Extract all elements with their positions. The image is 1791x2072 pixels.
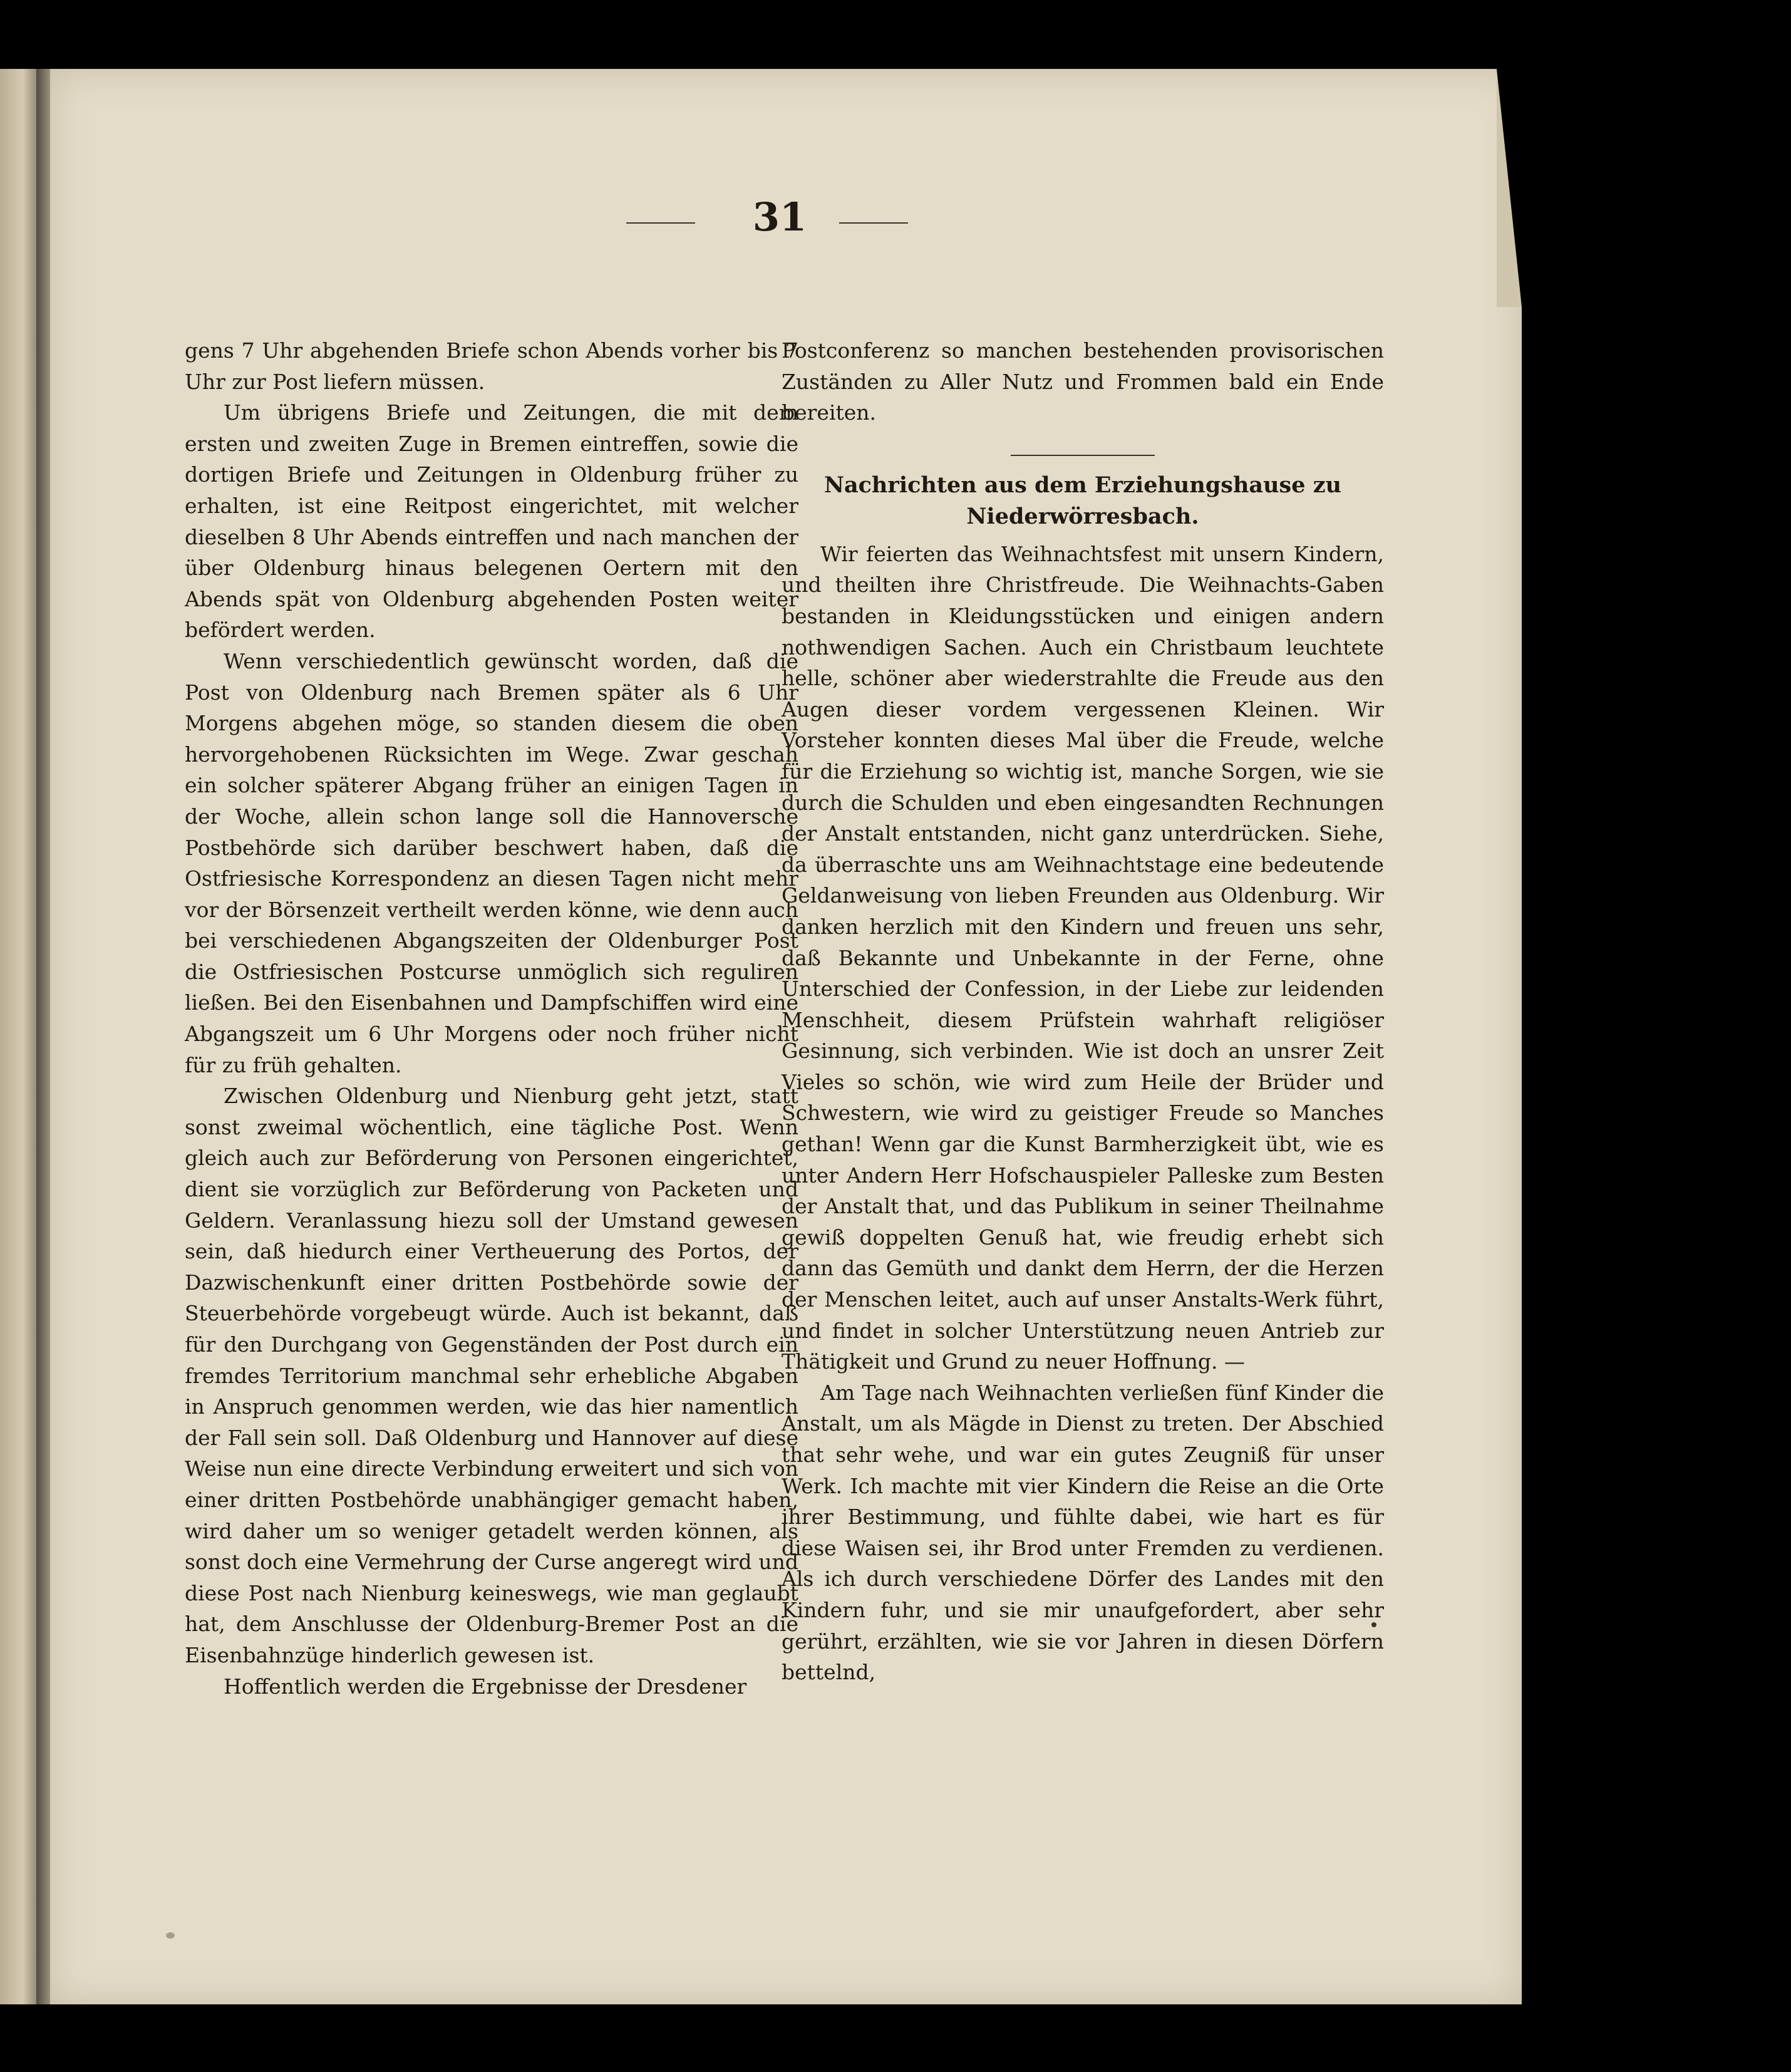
continuation-paragraph: Postconferenz so manchen bestehenden provisorischen Zuständen zu Aller Nutz und Frommen bald ein Ende bereiten. bbox=[782, 338, 1384, 425]
paper-stain bbox=[166, 1932, 175, 1939]
left-paragraph: Zwischen Oldenburg und Nienburg geht jetzt, statt sonst zweimal wöchentlich, eine tägliche Post. Wenn gleich auch zur Beförderung von Personen eingerichtet, dient sie vorzüglich zur Beförderung von Packeten und Geldern. Veranlassung hiezu soll der Umstand gewesen sein, daß hiedurch einer Vertheuerung des Portos, der Dazwischenkunft einer dritten Postbehörde sowie der Steuerbehörde vorgebeugt würde. Auch ist bekannt, daß für den Durchgang von Gegenständen der Post durch ein fremdes Territorium manchmal sehr erhebliche Abgaben in Anspruch genommen werden, wie das hier namentlich der Fall sein soll. Daß Oldenburg und Hannover auf diese Weise nun eine directe Verbindung erweitert und sich von einer dritten Postbehörde unabhängiger gemacht haben, wird daher um so weniger getadelt werden können, als sonst doch eine Vermehrung der Curse angeregt wird und diese Post nach Nienburg keineswegs, wie man geglaubt hat, dem Anschlusse der Oldenburg-Bremer Post an die Eisenbahnzüge hinderlich gewesen ist. bbox=[185, 1084, 798, 1667]
page-number: 31 bbox=[752, 194, 807, 240]
left-page-edge bbox=[0, 69, 38, 2004]
left-paragraph: gens 7 Uhr abgehenden Briefe schon Abends vorher bis 7 Uhr zur Post liefern müssen. bbox=[185, 338, 798, 394]
right-column bbox=[782, 335, 1384, 1688]
book-page bbox=[50, 69, 1522, 2004]
page-corner-fold bbox=[1497, 69, 1522, 307]
left-paragraph: Hoffentlich werden die Ergebnisse der Dresdener bbox=[224, 1674, 747, 1699]
left-paragraph: Wenn verschiedentlich gewünscht worden, daß die Post von Oldenburg nach Bremen später als 6 Uhr Morgens abgehen möge, so standen diesem die oben hervorgehobenen Rücksichten im Wege. Zwar geschah ein solcher späterer Abgang früher an einigen Tagen in der Woche, allein schon lange soll die Hannoversche Postbehörde sich darüber beschwert haben, daß die Ostfriesische Korrespondenz an diesen Tagen nicht mehr vor der Börsenzeit vertheilt werden könne, wie denn auch bei verschiedenen Abgangszeiten der Oldenburger Post die Ostfriesischen Postcurse unmöglich sich reguliren ließen. Bei den Eisenbahnen und Dampfschiffen wird eine Abgangszeit um 6 Uhr Morgens oder noch früher nicht für zu früh gehalten. bbox=[185, 648, 798, 1077]
ink-speck bbox=[1371, 1622, 1376, 1627]
book-gutter bbox=[36, 69, 50, 2004]
header-rule-right bbox=[839, 222, 908, 224]
article-title: Nachrichten aus dem Erziehungshause zu Niederwörresbach. bbox=[823, 472, 1342, 529]
right-paragraph: Wir feierten das Weihnachtsfest mit unsern Kindern, und theilten ihre Christfreude. Die Weihnachts-Gaben bestanden in Kleidungsstücken und einigen andern nothwendigen Sachen. Auch ein Christbaum leuchtete helle, schöner aber wiederstrahlte die Freude aus den Augen dieser vordem vergessenen Kleinen. Wir Vorsteher konnten dieses Mal über die Freude, welche für die Erziehung so wichtig ist, manche Sorgen, wie sie durch die Schulden und eben eingesandten Rechnungen der Anstalt entstanden, nicht ganz unterdrücken. Siehe, da überraschte uns am Weihnachtstage eine bedeutende Geldanweisung von lieben Freunden aus Oldenburg. Wir danken herzlich mit den Kindern und freuen uns sehr, daß Bekannte und Unbekannte in der Ferne, ohne Unterschied der Confession, in der Liebe zur leidenden Menschheit, diesem Prüfstein wahrhaft religiöser Gesinnung, sich verbinden. Wie ist doch an unsrer Zeit Vieles so schön, wie wird zum Heile der Brüder und Schwestern, wie wird zu geistiger Freude so Manches gethan! Wenn gar die Kunst Barmherzigkeit übt, wie es unter Andern Herr Hofschauspieler Palleske zum Besten der Anstalt that, und das Publikum in seiner Theilnahme gewiß doppelten Genuß hat, wie freudig erhebt sich dann das Gemüth und dankt dem Herrn, der die Herzen der Menschen leitet, auch auf unser Anstalts-Werk führt, und findet in solcher Unterstützung neuen Antrieb zur Thätigkeit und Grund zu neuer Hoffnung. — bbox=[782, 541, 1384, 1374]
right-paragraph: Am Tage nach Weihnachten verließen fünf Kinder die Anstalt, um als Mägde in Dienst zu treten. Der Abschied that sehr wehe, und war ein gutes Zeugniß für unser Werk. Ich machte mit vier Kindern die Reise an die Orte ihrer Bestimmung, und fühlte dabei, wie hart es für diese Waisen sei, ihr Brod unter Fremden zu verdienen. Als ich durch verschiedene Dörfer des Landes mit den Kindern fuhr, und sie mir unaufgefordert, aber sehr gerührt, erzählten, wie sie vor Jahren in diesen Dörfern bettelnd, bbox=[782, 1380, 1384, 1685]
left-paragraph: Um übrigens Briefe und Zeitungen, die mit dem ersten und zweiten Zuge in Bremen eintreffen, sowie die dortigen Briefe und Zeitungen in Oldenburg früher zu erhalten, ist eine Reitpost eingerichtet, mit welcher dieselben 8 Uhr Abends eintreffen und nach manchen der über Oldenburg hinaus belegenen Oertern mit den Abends spät von Oldenburg abgehenden Posten weiter befördert werden. bbox=[185, 400, 798, 643]
header-rule-left bbox=[626, 222, 695, 224]
page-header bbox=[50, 194, 1522, 244]
left-column bbox=[185, 335, 798, 1702]
section-divider bbox=[1011, 455, 1155, 456]
